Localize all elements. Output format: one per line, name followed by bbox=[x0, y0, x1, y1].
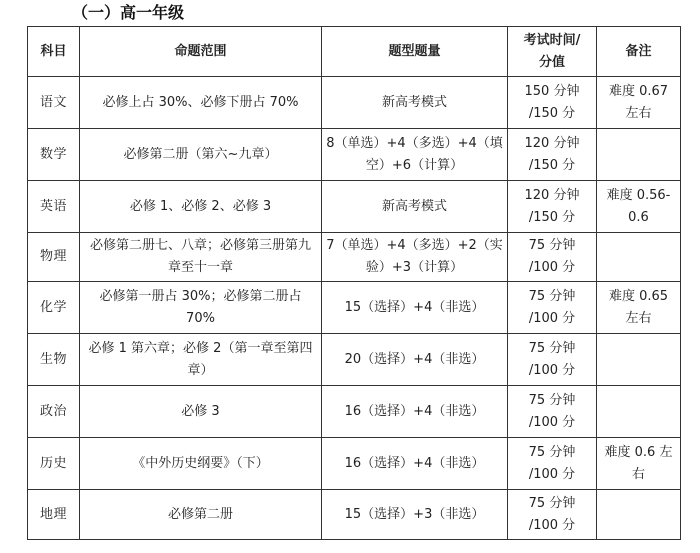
cell-scope: 必修第二册（第六~九章） bbox=[80, 129, 322, 181]
cell-subject: 地理 bbox=[28, 490, 80, 540]
table-row bbox=[28, 129, 681, 181]
cell-time bbox=[508, 233, 597, 282]
header-subject: 科目 bbox=[28, 27, 80, 77]
cell-subject: 历史 bbox=[28, 438, 80, 490]
table-row bbox=[28, 438, 681, 490]
cell-time-duration: 75 分钟 bbox=[528, 444, 576, 460]
cell-subject: 生物 bbox=[28, 334, 80, 386]
cell-time-score: /100 分 bbox=[528, 362, 576, 378]
cell-format: 20（选择）+4（非选） bbox=[322, 334, 508, 386]
header-format: 题型题量 bbox=[322, 27, 508, 77]
cell-format: 新高考模式 bbox=[322, 77, 508, 129]
cell-notes bbox=[597, 233, 681, 282]
cell-time-score: /150 分 bbox=[528, 209, 576, 225]
cell-time-score: /150 分 bbox=[528, 157, 576, 173]
cell-time bbox=[508, 129, 597, 181]
cell-subject: 化学 bbox=[28, 282, 80, 334]
cell-scope: 必修 1 第六章；必修 2（第一章至第四章） bbox=[80, 334, 322, 386]
header-time-line2: 分值 bbox=[538, 54, 565, 70]
cell-subject: 英语 bbox=[28, 181, 80, 233]
table-row bbox=[28, 334, 681, 386]
cell-time-score: /100 分 bbox=[528, 517, 576, 533]
cell-notes bbox=[597, 129, 681, 181]
cell-time-score: /100 分 bbox=[528, 310, 576, 326]
cell-time-duration: 75 分钟 bbox=[528, 288, 576, 304]
table-row bbox=[28, 181, 681, 233]
cell-subject: 数学 bbox=[28, 129, 80, 181]
cell-time-duration: 75 分钟 bbox=[528, 495, 576, 511]
table-header-row bbox=[28, 27, 681, 77]
cell-time-score: /100 分 bbox=[528, 260, 576, 275]
table-body bbox=[28, 77, 681, 540]
table-row bbox=[28, 233, 681, 282]
cell-notes: 难度 0.6 左右 bbox=[597, 438, 681, 490]
header-notes: 备注 bbox=[597, 27, 681, 77]
exam-schedule-table bbox=[27, 26, 681, 540]
cell-notes bbox=[597, 490, 681, 540]
cell-subject: 物理 bbox=[28, 233, 80, 282]
cell-notes bbox=[597, 386, 681, 438]
cell-time-duration: 75 分钟 bbox=[528, 340, 576, 356]
cell-scope: 必修第二册 bbox=[80, 490, 322, 540]
table-row bbox=[28, 490, 681, 540]
cell-time bbox=[508, 438, 597, 490]
cell-format: 16（选择）+4（非选） bbox=[322, 438, 508, 490]
cell-notes: 难度 0.67 左右 bbox=[597, 77, 681, 129]
table-row bbox=[28, 282, 681, 334]
cell-time bbox=[508, 77, 597, 129]
cell-notes bbox=[597, 334, 681, 386]
cell-time-duration: 150 分钟 bbox=[524, 83, 580, 99]
cell-format: 新高考模式 bbox=[322, 181, 508, 233]
cell-notes: 难度 0.56-0.6 bbox=[597, 181, 681, 233]
cell-subject: 语文 bbox=[28, 77, 80, 129]
cell-format: 16（选择）+4（非选） bbox=[322, 386, 508, 438]
cell-time-duration: 120 分钟 bbox=[524, 187, 580, 203]
cell-time-score: /100 分 bbox=[528, 466, 576, 482]
cell-format: 8（单选）+4（多选）+4（填空）+6（计算） bbox=[322, 129, 508, 181]
cell-time-duration: 120 分钟 bbox=[524, 135, 580, 151]
cell-time bbox=[508, 490, 597, 540]
cell-scope: 必修第一册占 30%；必修第二册占 70% bbox=[80, 282, 322, 334]
cell-time bbox=[508, 181, 597, 233]
table-row bbox=[28, 77, 681, 129]
cell-time-duration: 75 分钟 bbox=[528, 392, 576, 408]
cell-scope: 必修上占 30%、必修下册占 70% bbox=[80, 77, 322, 129]
cell-format: 15（选择）+3（非选） bbox=[322, 490, 508, 540]
cell-format: 7（单选）+4（多选）+2（实验）+3（计算） bbox=[322, 233, 508, 282]
cell-scope: 必修第二册七、八章；必修第三册第九章至十一章 bbox=[80, 233, 322, 282]
header-time-line1: 考试时间/ bbox=[523, 32, 581, 48]
cell-scope: 《中外历史纲要》（下） bbox=[80, 438, 322, 490]
cell-time-duration: 75 分钟 bbox=[528, 238, 576, 253]
cell-format: 15（选择）+4（非选） bbox=[322, 282, 508, 334]
cell-scope: 必修 1、必修 2、必修 3 bbox=[80, 181, 322, 233]
cell-time bbox=[508, 386, 597, 438]
header-time bbox=[508, 27, 597, 77]
cell-subject: 政治 bbox=[28, 386, 80, 438]
table-row bbox=[28, 386, 681, 438]
cell-notes: 难度 0.65 左右 bbox=[597, 282, 681, 334]
cell-scope: 必修 3 bbox=[80, 386, 322, 438]
cell-time-score: /100 分 bbox=[528, 414, 576, 430]
section-title: （一）高一年级 bbox=[72, 3, 185, 22]
header-scope: 命题范围 bbox=[80, 27, 322, 77]
cell-time bbox=[508, 334, 597, 386]
cell-time-score: /150 分 bbox=[528, 105, 576, 121]
cell-time bbox=[508, 282, 597, 334]
